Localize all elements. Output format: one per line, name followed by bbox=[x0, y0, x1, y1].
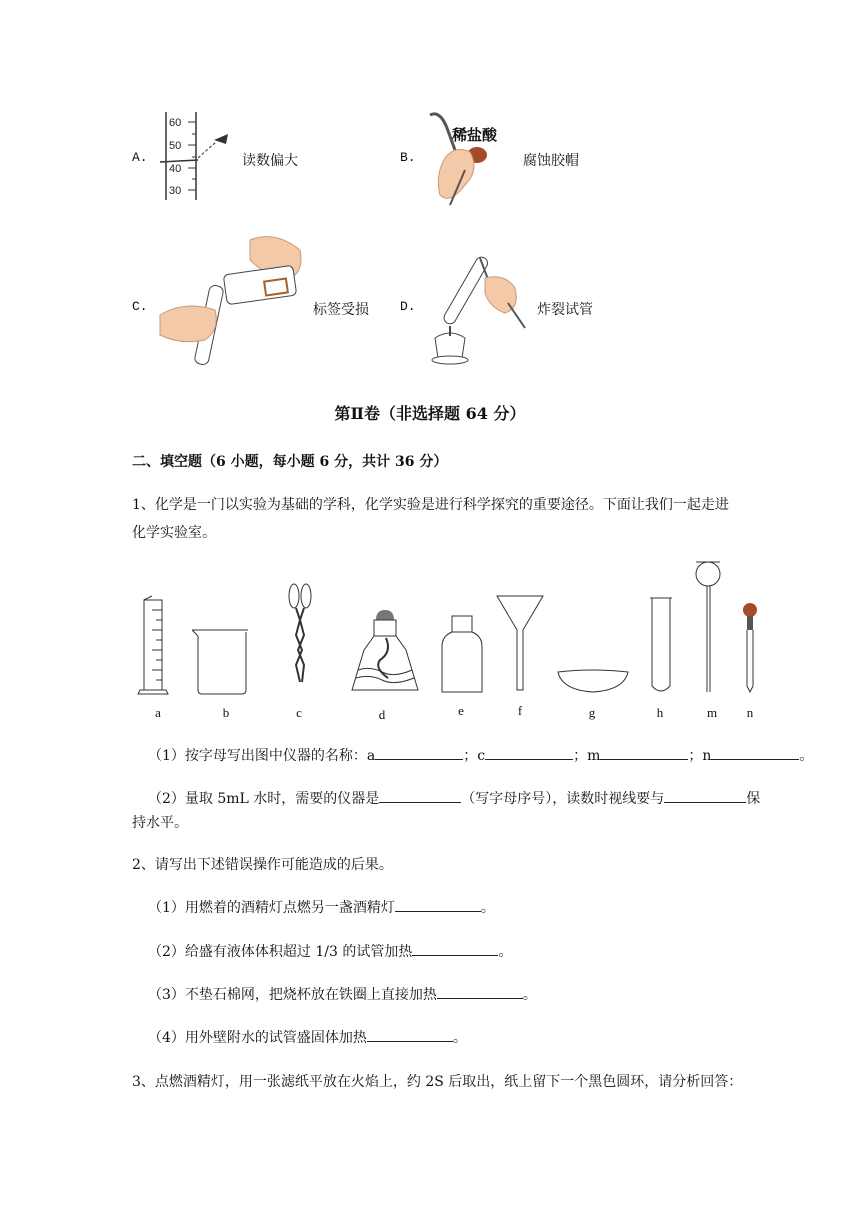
graduated-cylinder-icon bbox=[138, 596, 168, 694]
caption-f: f bbox=[517, 703, 523, 718]
crucible-tongs-icon bbox=[289, 584, 311, 682]
caption-n: n bbox=[746, 705, 754, 720]
eye-icon bbox=[214, 134, 228, 144]
q1-sub2: （2）量取 5mL 水时，需要的仪器是 （写字母序号），读数时视线要与 保 bbox=[148, 787, 760, 811]
q1-intro-line2: 化学实验室。 bbox=[132, 525, 216, 541]
caption-b: b bbox=[222, 705, 230, 720]
q2-item-4: （4）用外壁附水的试管盛固体加热 。 bbox=[148, 1026, 467, 1050]
answer-blank-instrument[interactable] bbox=[379, 788, 461, 803]
option-c-letter: C. bbox=[132, 299, 148, 314]
answer-blank-q2-2[interactable] bbox=[412, 941, 498, 956]
option-d-letter: D. bbox=[400, 299, 416, 314]
caption-m: m bbox=[706, 705, 718, 720]
evaporating-dish-icon bbox=[558, 670, 628, 692]
alcohol-lamp-icon bbox=[352, 610, 418, 690]
option-c-text: 标签受损 bbox=[313, 302, 369, 318]
caption-h: h bbox=[656, 705, 664, 720]
cylinder-reading-figure bbox=[158, 110, 238, 205]
caption-a: a bbox=[155, 705, 161, 720]
tick-50: 50 bbox=[169, 140, 182, 152]
q1-sub1: （1）按字母写出图中仪器的名称：a ；c ；m ；n 。 bbox=[148, 744, 813, 768]
caption-g: g bbox=[588, 705, 596, 720]
answer-blank-q2-3[interactable] bbox=[437, 984, 523, 999]
q3-text: 3、点燃酒精灯，用一张滤纸平放在火焰上，约 2S 后取出，纸上留下一个黑色圆环，请分析回答： bbox=[132, 1074, 743, 1090]
caption-d: d bbox=[378, 707, 386, 722]
answer-blank-m[interactable] bbox=[600, 745, 688, 760]
answer-blank-n[interactable] bbox=[711, 745, 799, 760]
section-title: 第Ⅱ卷（非选择题 64 分） bbox=[334, 404, 526, 423]
caption-e: e bbox=[458, 703, 464, 718]
q1-intro-line1: 1、化学是一门以实验为基础的学科，化学实验是进行科学探究的重要途径。下面让我们一起走进 bbox=[132, 497, 729, 513]
option-b-letter: B. bbox=[400, 150, 416, 165]
heating-tube-figure bbox=[420, 248, 540, 368]
apparatus-figure bbox=[130, 560, 780, 705]
answer-blank-c[interactable] bbox=[485, 745, 573, 760]
answer-blank-q2-4[interactable] bbox=[367, 1027, 453, 1042]
tick-40: 40 bbox=[169, 163, 182, 175]
q2-title: 2、请写出下述错误操作可能造成的后果。 bbox=[132, 857, 393, 873]
dropper-icon bbox=[743, 603, 757, 692]
callout-label: 稀盐酸 bbox=[452, 127, 498, 144]
q1-sub2-line2: 持水平。 bbox=[132, 815, 188, 831]
reagent-bottle-icon bbox=[442, 616, 482, 692]
answer-blank-sightline[interactable] bbox=[664, 788, 746, 803]
caption-c: c bbox=[296, 705, 302, 720]
q2-item-1: （1）用燃着的酒精灯点燃另一盏酒精灯 。 bbox=[148, 896, 495, 920]
q2-item-2: （2）给盛有液体体积超过 1/3 的试管加热 。 bbox=[148, 940, 512, 964]
tick-60: 60 bbox=[169, 117, 182, 129]
tick-30: 30 bbox=[169, 185, 182, 197]
pipette-icon bbox=[696, 562, 720, 692]
option-a-letter: A. bbox=[132, 150, 148, 165]
q2-item-3: （3）不垫石棉网，把烧杯放在铁圈上直接加热 。 bbox=[148, 983, 537, 1007]
pouring-figure bbox=[155, 230, 315, 375]
funnel-icon bbox=[497, 596, 543, 690]
test-tube-icon bbox=[650, 598, 672, 691]
option-d-text: 炸裂试管 bbox=[537, 302, 593, 318]
beaker-icon bbox=[192, 630, 248, 694]
answer-blank-q2-1[interactable] bbox=[395, 897, 481, 912]
option-a-text: 读数偏大 bbox=[242, 153, 298, 169]
part-title: 二、填空题（6 小题，每小题 6 分，共计 36 分） bbox=[132, 454, 448, 470]
option-b-text: 腐蚀胶帽 bbox=[523, 153, 579, 169]
answer-blank-a[interactable] bbox=[375, 745, 463, 760]
